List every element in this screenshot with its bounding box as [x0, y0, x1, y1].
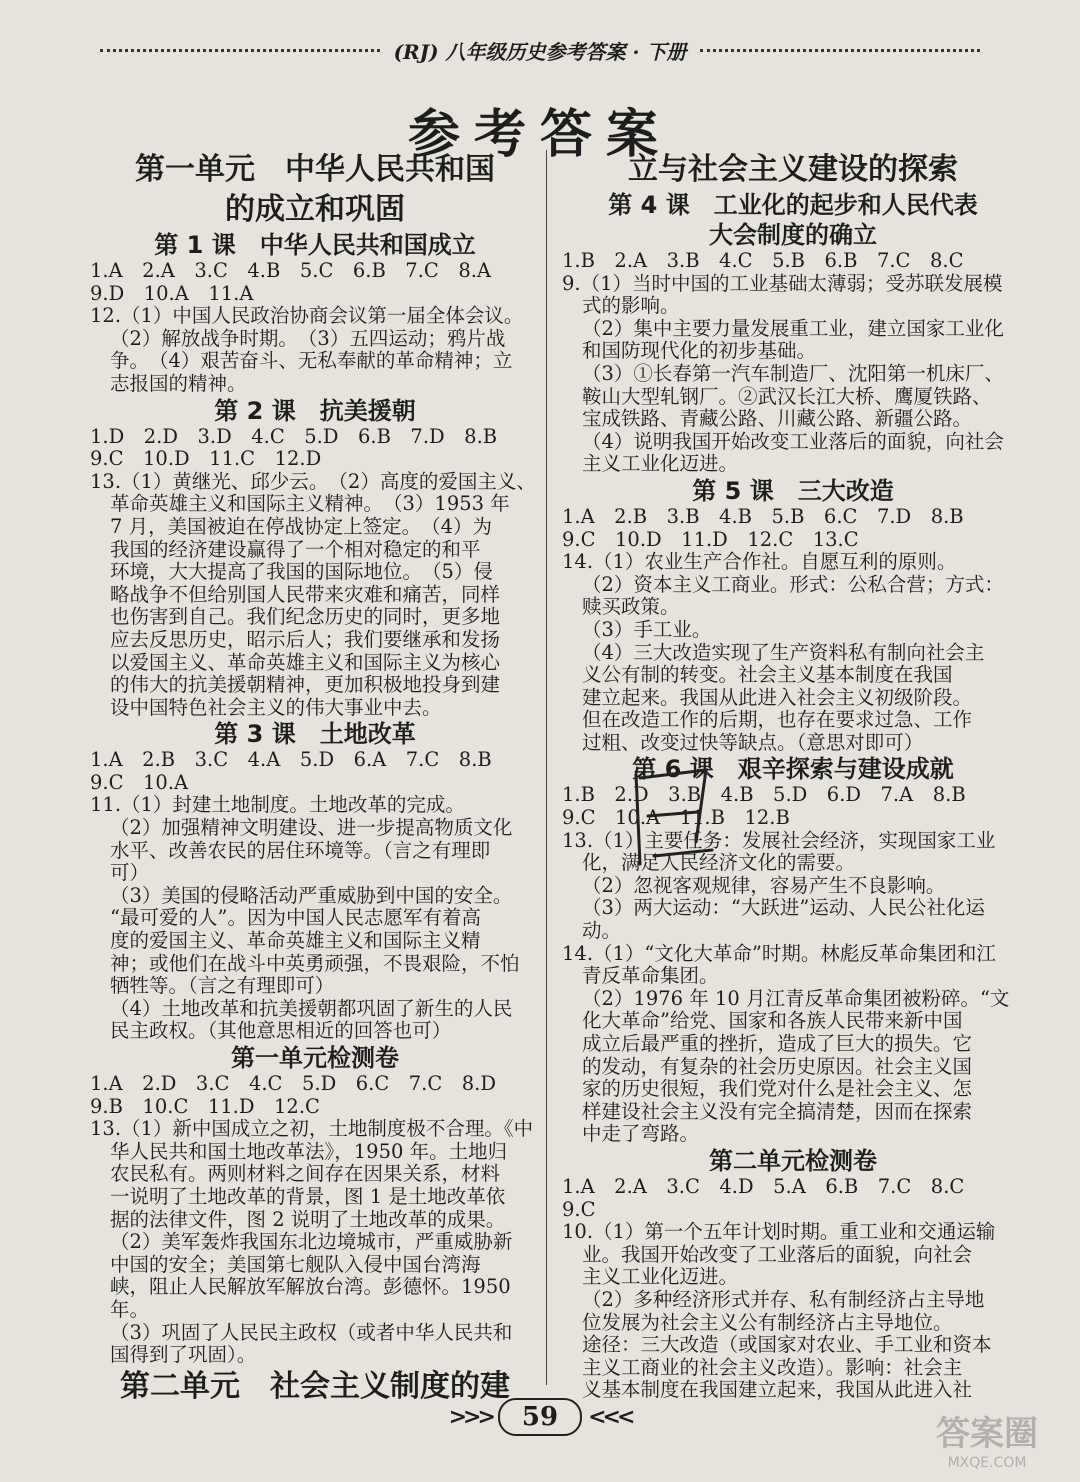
answer-line: （4）三大改造实现了生产资料私有制向社会主 [582, 641, 985, 664]
column-divider [546, 150, 547, 1385]
answer-line: 我国的经济建设赢得了一个相对稳定的和平 [110, 538, 481, 561]
answer-line: 9.C [562, 1198, 596, 1221]
answer-line: 样建设社会主义没有完全搞清楚，因而在探索 [582, 1100, 973, 1123]
answer-line: （2）资本主义工商业。形式：公私合营；方式： [582, 573, 1004, 596]
lesson-heading: 第 5 课 三大改造 [692, 476, 894, 505]
answer-line: （3）巩固了人民民主政权（或者中华人民共和 [110, 1321, 513, 1344]
answer-line: 9.C 10.D 11.C 12.D [90, 448, 322, 471]
answer-line: （2）美军轰炸我国东北边境城市，严重威胁新 [110, 1231, 513, 1254]
answer-line: 革命英雄主义和国际主义精神。 （3）1953 年 [110, 493, 510, 516]
lesson-heading: 第一单元检测卷 [231, 1044, 399, 1072]
lesson-heading: 第 6 课 艰辛探索与建设成就 [632, 755, 954, 784]
lesson-heading: 第二单元检测卷 [709, 1146, 877, 1175]
lesson-heading: 第 3 课 土地改革 [214, 720, 416, 749]
answer-line: 1.D 2.D 3.D 4.C 5.D 6.B 7.D 8.B [90, 425, 498, 448]
answer-line: 建立起来。我国从此进入社会主义初级阶段。 [582, 686, 973, 709]
answer-line: 宝成铁路、青藏公路、川藏公路、新疆公路。 [582, 408, 973, 431]
answer-line: 位发展为社会主义公有制经济占主导地位。 [582, 1311, 953, 1334]
answer-line: 1.A 2.A 3.C 4.D 5.A 6.B 7.C 8.C [562, 1175, 965, 1198]
unit-heading: 的成立和巩固 [225, 192, 405, 227]
answer-line: 9.（1）当时中国的工业基础太薄弱；受苏联发展模 [562, 272, 1003, 295]
answer-line: 10.（1）第一个五年计划时期。重工业和交通运输 [562, 1221, 996, 1244]
answer-line: （2）1976 年 10 月江青反革命集团被粉碎。“文 [582, 987, 1010, 1010]
lesson-heading: 大会制度的确立 [709, 221, 877, 249]
answer-line: 和国防现代化的初步基础。 [582, 340, 817, 363]
handwritten-mark [626, 760, 718, 880]
answer-line: 1.A 2.B 3.C 4.A 5.D 6.A 7.C 8.B [90, 749, 492, 772]
answer-line: 峡，阻止人民解放军解放台湾。彭德怀。1950 [110, 1276, 511, 1299]
answer-line: 7 月，美国被迫在停战协定上签定。 （4）为 [110, 515, 493, 538]
answer-line: 年。 [110, 1298, 150, 1321]
answer-line: 争。 （4）艰苦奋斗、无私奉献的革命精神；立 [110, 350, 513, 373]
answer-line: 13.（1）新中国成立之初，土地制度极不合理。《中 [90, 1118, 534, 1141]
answer-line: 华人民共和国土地改革法》，1950 年。土地归 [110, 1140, 508, 1163]
chevrons-left-icon: <<< [588, 1404, 632, 1430]
answer-line: 成立后最严重的挫折，造成了巨大的损失。它 [582, 1033, 973, 1055]
answer-line: 1.A 2.A 3.C 4.B 5.C 6.B 7.C 8.A [90, 260, 492, 282]
answer-line: 中走了弯路。 [582, 1123, 700, 1146]
answer-line: 义基本制度在我国建立起来，我国从此进入社 [582, 1379, 973, 1402]
answer-line: 化，满足人民经济文化的需要。 [582, 852, 856, 875]
page-title: 参考答案 [407, 104, 672, 165]
answer-line: 9.C 10.D 11.D 12.C 13.C [562, 528, 859, 551]
answer-line: 1.B 2.D 3.B 4.B 5.D 6.D 7.A 8.B [562, 784, 966, 807]
header-dotted-rule-left [100, 49, 380, 52]
watermark-title: 答案圈 [936, 1414, 1038, 1454]
answer-line: （3）①长春第一汽车制造厂、沈阳第一机床厂、 [582, 362, 1004, 385]
answer-line: 11.（1）封建土地制度。土地改革的完成。 [90, 794, 465, 817]
answer-line: 14.（1）“文化大革命”时期。林彪反革命集团和江 [562, 942, 996, 965]
answer-line: 1.A 2.B 3.B 4.B 5.B 6.C 7.D 8.B [562, 505, 964, 528]
unit-heading: 第一单元 中华人民共和国 [135, 152, 495, 187]
answer-line: 化大革命”给党、国家和各族人民带来新中国 [582, 1010, 963, 1033]
answer-line: 民主政权。（其他意思相近的回答也可） [110, 1020, 452, 1043]
running-header [100, 36, 980, 65]
answer-line: 可） [110, 862, 150, 885]
answer-line: （4）土地改革和抗美援朝都巩固了新生的人民 [110, 997, 513, 1020]
answer-line: 过粗、改变过快等缺点。（意思对即可） [582, 731, 924, 754]
answer-line: （3）手工业。 [582, 618, 712, 641]
answer-line: 12.（1）中国人民政治协商会议第一届全体会议。 [90, 305, 524, 328]
answer-line: 的发动，有复杂的社会历史原因。社会主义国 [582, 1055, 973, 1078]
answer-line: （4）说明我国开始改变工业落后的面貌，向社会 [582, 430, 1004, 453]
lesson-heading: 第 1 课 中华人民共和国成立 [154, 231, 476, 259]
page-number: 59 [498, 1398, 582, 1436]
answer-line: 13.（1）黄继光、邱少云。 （2）高度的爱国主义、 [90, 470, 536, 493]
answer-line: 式的影响。 [582, 295, 680, 318]
answer-line: （3）两大运动：“大跃进”运动、人民公社化运 [582, 897, 985, 920]
unit-heading: 第二单元 社会主义制度的建 [120, 1368, 510, 1404]
answer-line: （3）美国的侵略活动严重威胁到中国的安全。 [110, 884, 513, 907]
lesson-heading: 第 4 课 工业化的起步和人民代表 [608, 191, 978, 219]
answer-line: 主义工商业的社会主义改造）。影响：社会主 [582, 1356, 963, 1379]
answer-line: （2）多种经济形式并存、私有制经济占主导地 [582, 1288, 985, 1311]
header-text: (RJ) 八年级历史参考答案 · 下册 [393, 40, 687, 64]
answer-line: 以爱国主义、革命英雄主义和国际主义为核心 [110, 651, 501, 674]
watermark-url: MXQE.COM [947, 1455, 1027, 1471]
answer-line: 设中国特色社会主义的伟大事业中去。 [110, 696, 442, 719]
answer-line: 鞍山大型轧钢厂。②武汉长江大桥、鹰厦铁路、 [582, 385, 992, 408]
answer-line: （2）集中主要力量发展重工业，建立国家工业化 [582, 317, 1004, 340]
answer-line: 主义工业化迈进。 [582, 1266, 739, 1289]
answer-line: （2）加强精神文明建设、进一步提高物质文化 [110, 817, 513, 840]
watermark-logo [912, 1406, 1062, 1471]
answer-line: “最可爱的人”。因为中国人民志愿军有着高 [110, 907, 481, 930]
answer-line: 但在改造工作的后期，也存在要求过急、工作 [582, 709, 973, 732]
answer-line: 一说明了土地改革的背景，图 1 是土地改革依 [110, 1185, 506, 1208]
answer-line: 国得到了巩固）。 [110, 1344, 257, 1367]
answer-line: 13.（1）主要任务：发展社会经济，实现国家工业 [562, 829, 996, 852]
answer-line: 牺牲等。（言之有理即可） [110, 975, 335, 998]
answer-line: 志报国的精神。 [110, 372, 247, 395]
answer-line: 9.C 10.A 11.B 12.B [562, 807, 790, 830]
answer-line: 业。我国开始改变了工业落后的面貌，向社会 [582, 1243, 973, 1266]
answer-line: 农民私有。两则材料之间存在因果关系，材料 [110, 1163, 501, 1186]
lesson-heading: 第 2 课 抗美援朝 [214, 396, 416, 425]
answer-line: 途径：三大改造（或国家对农业、手工业和资本 [582, 1334, 992, 1357]
answer-line: 9.D 10.A 11.A [90, 282, 254, 305]
answer-line: 14.（1）农业生产合作社。自愿互利的原则。 [562, 551, 957, 574]
answer-line: 据的法律文件，图 2 说明了土地改革的成果。 [110, 1208, 506, 1231]
answer-line: （2）忽视客观规律，容易产生不良影响。 [582, 874, 946, 897]
answer-line: 动。 [582, 920, 622, 943]
answer-line: 的伟大的抗美援朝精神，更加积极地投身到建 [110, 674, 501, 697]
answer-line: 家的历史很短，我们党对什么是社会主义、怎 [582, 1078, 973, 1101]
answer-line: 1.A 2.D 3.C 4.C 5.D 6.C 7.C 8.D [90, 1073, 497, 1095]
answer-line: 9.B 10.C 11.D 12.C [90, 1095, 320, 1118]
answer-line: 略战争不但给别国人民带来灾难和痛苦，同样 [110, 583, 501, 606]
answer-line: 赎买政策。 [582, 596, 680, 619]
answer-line: 应去反思历史，昭示后人；我们要继承和发扬 [110, 628, 501, 651]
answer-line: （2）解放战争时期。 （3）五四运动；鸦片战 [110, 327, 506, 350]
unit-heading: 立与社会主义建设的探索 [628, 152, 958, 187]
answer-line: 主义工业化迈进。 [582, 453, 739, 476]
chevrons-right-icon: >>> [448, 1404, 492, 1430]
answer-line: 青反革命集团。 [582, 965, 719, 988]
answer-line: 神；或他们在战斗中英勇顽强，不畏艰险，不怕 [110, 952, 520, 975]
answer-line: 义公有制的转变。社会主义基本制度在我国 [582, 664, 953, 687]
answer-line: 环境，大大提高了我国的国际地位。 （5）侵 [110, 561, 493, 584]
left-column [90, 150, 540, 1407]
header-dotted-rule-right [700, 49, 980, 52]
answer-line: 中国的安全；美国第七舰队入侵中国台湾海 [110, 1253, 481, 1276]
answer-line: 9.C 10.A [90, 771, 189, 794]
answer-line: 1.B 2.A 3.B 4.C 5.B 6.B 7.C 8.C [562, 250, 964, 272]
answer-line: 水平、改善农民的居住环境等。（言之有理即 [110, 839, 491, 862]
answer-line: 也伤害到自己。我们纪念历史的同时，更多地 [110, 606, 501, 629]
answer-line: 度的爱国主义、革命英雄主义和国际主义精 [110, 930, 481, 953]
